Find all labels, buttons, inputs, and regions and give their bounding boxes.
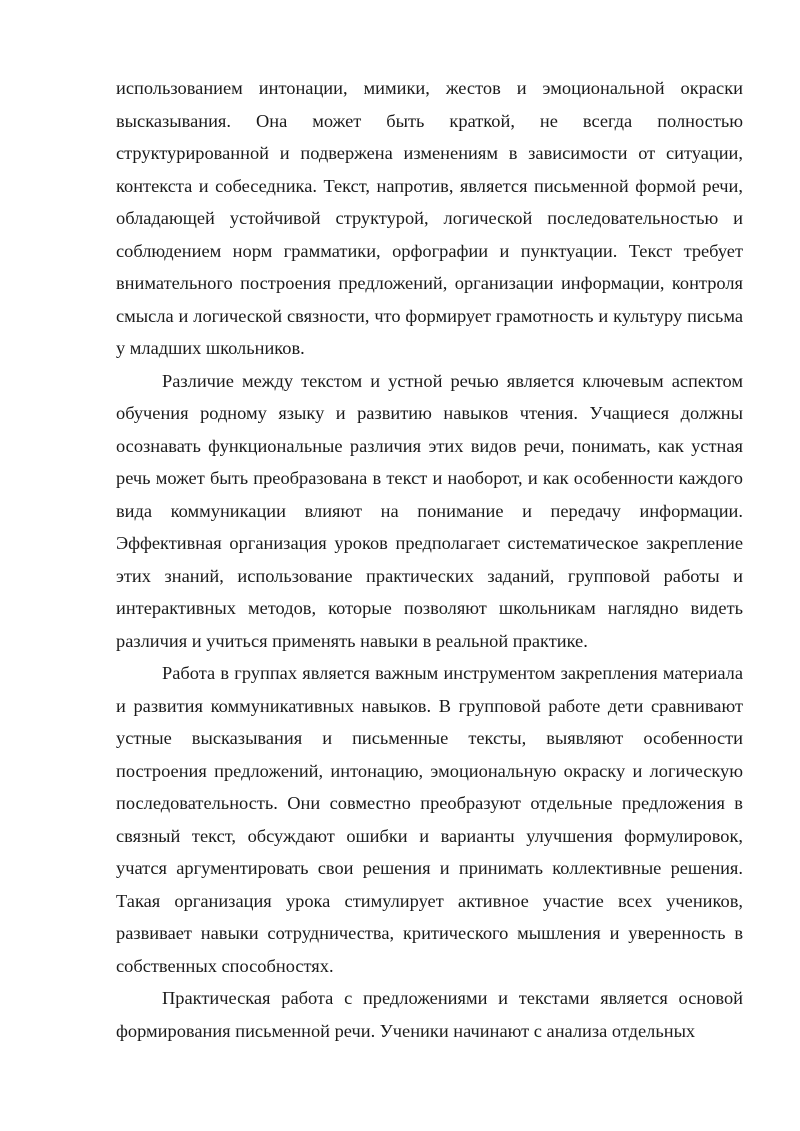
- paragraph-3: Работа в группах является важным инструментом закрепления материала и развития коммуникативных навыков. В групповой работе дети сравнивают устные высказывания и письменные тексты, выявляют особенности построения предложений, интонацию, эмоциональную окраску и логическую последовательность. Они совместно преобразуют отдельные предложения в связный текст, обсуждают ошибки и варианты улучшения формулировок, учатся аргументировать свои решения и принимать коллективные решения. Такая организация урока стимулирует активное участие всех учеников, развивает навыки сотрудничества, критического мышления и уверенность в собственных способностях.: [116, 663, 743, 976]
- body-text: [116, 72, 743, 1047]
- paragraph-2: Различие между текстом и устной речью является ключевым аспектом обучения родному языку и развитию навыков чтения. Учащиеся должны осознавать функциональные различия этих видов речи, понимать, как устная речь может быть преобразована в текст и наоборот, и как особенности каждого вида коммуникации влияют на понимание и передачу информации. Эффективная организация уроков предполагает систематическое закрепление этих знаний, использование практических заданий, групповой работы и интерактивных методов, которые позволяют школьникам наглядно видеть различия и учиться применять навыки в реальной практике.: [116, 370, 743, 651]
- paragraph-4: Практическая работа с предложениями и текстами является основой формирования письменной речи. Ученики начинают с анализа отдельных: [116, 988, 743, 1041]
- paragraph-1: использованием интонации, мимики, жестов и эмоциональной окраски высказывания. Она может быть краткой, не всегда полностью структурированной и подвержена изменениям в зависимости от ситуации, контекста и собеседника. Текст, напротив, является письменной формой речи, обладающей устойчивой структурой, логической последовательностью и соблюдением норм грамматики, орфографии и пунктуации. Текст требует внимательного построения предложений, организации информации, контроля смысла и логической связности, что формирует грамотность и культуру письма у младших школьников.: [116, 78, 743, 358]
